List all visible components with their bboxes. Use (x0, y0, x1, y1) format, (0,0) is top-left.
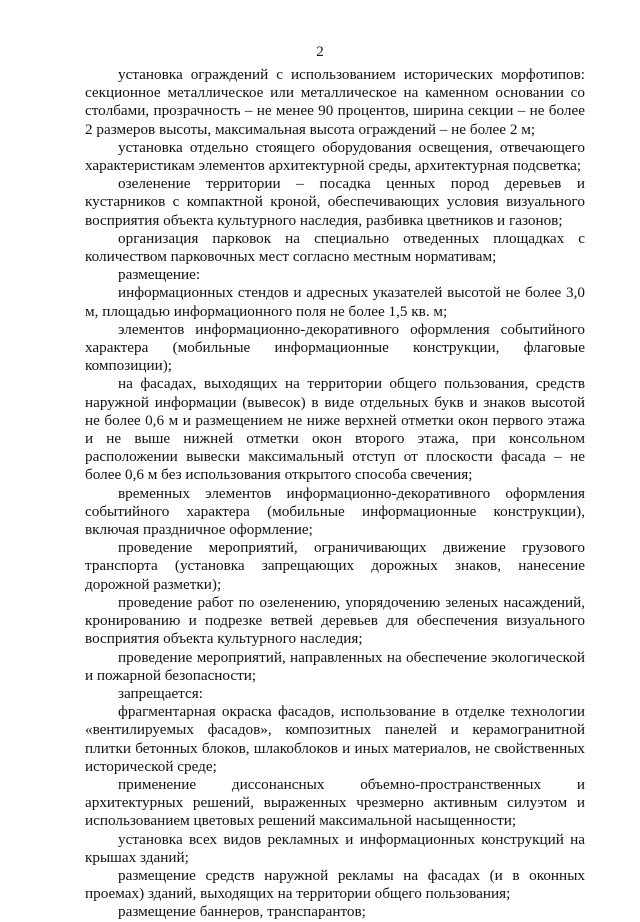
paragraph-temporary-decor: временных элементов информационно-декоративного оформления событийного характера (мобильные информационные конструкции), включая праздничное оформление; (85, 484, 585, 539)
document-body (85, 66, 585, 922)
paragraph-fence-installation: установка ограждений с использованием исторических морфотипов: секционное металлическое или металлическое на каменном основании со столбами, прозрачность – не менее 90 процентов, ширина секции – не более 2 размеров высоты, максимальная высота ограждений – не более 2 м; (85, 66, 585, 138)
paragraph-lighting-equipment: установка отдельно стоящего оборудования освещения, отвечающего характеристикам элементов архитектурной среды, архитектурная подсветка; (85, 138, 585, 175)
paragraph-info-stands: информационных стендов и адресных указателей высотой не более 3,0 м, площадью информационного поля не более 1,5 кв. м; (85, 284, 585, 320)
paragraph-parking: организация парковок на специально отведенных площадках с количеством парковочных мест согласно местным нормативам; (85, 229, 585, 266)
paragraph-landscaping: озеленение территории – посадка ценных пород деревьев и кустарников с компактной кроной, обеспечивающих условия визуального восприятия объекта культурного наследия, разбивка цветников и газонов; (85, 175, 585, 229)
paragraph-roof-advertising: установка всех видов рекламных и информационных конструкций на крышах зданий; (85, 830, 585, 866)
paragraph-banners: размещение баннеров, транспарантов; (118, 903, 366, 921)
paragraph-dissonant-solutions: применение диссонансных объемно-пространственных и архитектурных решений, выраженных чрезмерно активным силуэтом и использованием цветовых решений максимальной насыщенности; (85, 775, 585, 830)
paragraph-facade-advertising: размещение средств наружной рекламы на фасадах (и в оконных проемах) зданий, выходящих на территории общего пользования; (85, 866, 585, 903)
paragraph-safety-measures: проведение мероприятий, направленных на обеспечение экологической и пожарной безопасности; (85, 648, 585, 684)
paragraph-facade-signage: на фасадах, выходящих на территории общего пользования, средств наружной информации (вывесок) в виде отдельных букв и знаков высотой не более 0,6 м и размещением не ниже верхней отметки окон первого этажа и не выше нижней отметки окон второго этажа, при консольном расположении вывески максимальный отступ от плоскости фасада – не более 0,6 м без использования открытого способа свечения; (85, 375, 585, 484)
page-number: 2 (316, 44, 324, 60)
paragraph-facade-painting: фрагментарная окраска фасадов, использование в отделке технологии «вентилируемых фасадов», композитных панелей и керамогранитной плитки бетонных блоков, шлакоблоков и иных материалов, не свойственных исторической среде; (85, 703, 585, 775)
paragraph-prohibited-heading: запрещается: (118, 684, 203, 702)
paragraph-placement-heading: размещение: (118, 266, 201, 284)
paragraph-event-decor: элементов информационно-декоративного оформления событийного характера (мобильные информационные конструкции, флаговые композиции); (85, 320, 585, 375)
paragraph-greening-works: проведение работ по озеленению, упорядочению зеленых насаждений, кронированию и подрезке ветвей деревьев для обеспечения визуального восприятия объекта культурного наследия; (85, 593, 585, 648)
paragraph-truck-traffic: проведение мероприятий, ограничивающих движение грузового транспорта (установка запрещающих дорожных знаков, нанесение дорожной разметки); (85, 539, 585, 593)
